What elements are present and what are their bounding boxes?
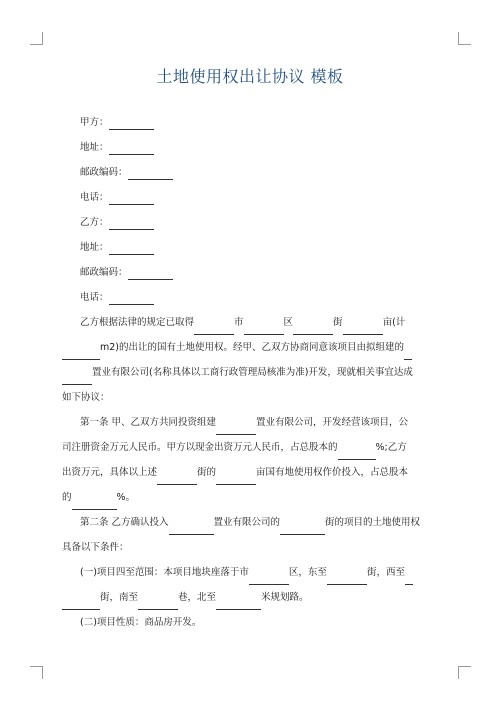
- text: 乙方根据法律的规定已取得: [80, 317, 195, 328]
- text: 的: [62, 492, 72, 503]
- fill-blank[interactable]: [216, 423, 256, 435]
- fill-blank[interactable]: [169, 523, 214, 535]
- paragraph-article-2: [62, 510, 442, 560]
- crop-mark-bottom-left: [30, 666, 43, 679]
- fill-blank[interactable]: [62, 373, 92, 385]
- field-label: 电话：: [80, 292, 109, 303]
- field-label: 邮政编码：: [80, 167, 128, 178]
- field-address-b: [80, 241, 154, 255]
- fill-blank[interactable]: [280, 523, 325, 535]
- fill-blank[interactable]: [128, 268, 173, 280]
- paragraph-item-2: [62, 610, 442, 635]
- text: 米规划路。: [261, 592, 309, 603]
- crop-mark-bottom-right: [458, 666, 471, 679]
- fill-blank[interactable]: [109, 143, 154, 155]
- text: 置业有限公司(名称具体以工商行政管理局核准为准)开发，现就相关事宜达成: [92, 367, 413, 378]
- text: 具备以下条件：: [62, 542, 129, 553]
- paragraph-article-1: [62, 410, 442, 510]
- fill-blank[interactable]: [109, 243, 154, 255]
- text: 街，南至: [100, 592, 139, 603]
- text: 区，东至: [288, 567, 327, 578]
- field-party-a: [80, 116, 154, 130]
- text: %。: [116, 492, 136, 503]
- text: 出资万元，具体以上述: [62, 467, 158, 478]
- fill-blank[interactable]: [109, 118, 154, 130]
- fill-blank[interactable]: [343, 323, 383, 335]
- text: 街: [333, 317, 343, 328]
- field-postcode-a: [80, 166, 173, 180]
- document-title: 土地使用权出让协议 模板: [156, 67, 344, 86]
- fill-blank[interactable]: [157, 473, 197, 485]
- text: (二)项目性质：商品房开发。: [80, 617, 202, 628]
- fill-blank[interactable]: [62, 598, 100, 610]
- text: 亩国有地使用权作价投入，占总股本: [256, 467, 409, 478]
- text: 区: [283, 317, 294, 328]
- field-postcode-b: [80, 266, 173, 280]
- fill-blank[interactable]: [244, 323, 284, 335]
- fill-blank[interactable]: [405, 573, 413, 585]
- paragraph-preamble: [62, 310, 442, 410]
- fill-blank[interactable]: [249, 573, 289, 585]
- fill-blank[interactable]: [109, 193, 154, 205]
- field-label: 电话：: [80, 192, 109, 203]
- field-label: 地址：: [80, 142, 109, 153]
- text: 街的: [197, 467, 217, 478]
- crop-mark-top-left: [30, 32, 43, 45]
- fill-blank[interactable]: [216, 473, 256, 485]
- fill-blank[interactable]: [109, 293, 154, 305]
- text: %;乙方: [375, 442, 407, 453]
- text: 如下协议：: [62, 392, 110, 403]
- fill-blank[interactable]: [194, 323, 234, 335]
- field-label: 乙方：: [80, 217, 109, 228]
- fill-blank[interactable]: [327, 573, 367, 585]
- paragraph-item-1: [62, 560, 442, 610]
- field-phone-b: [80, 291, 154, 305]
- fill-blank[interactable]: [62, 348, 100, 360]
- text: 巷，北至: [178, 592, 217, 603]
- text: 亩(计: [382, 317, 406, 328]
- text: 第二条 乙方确认投入: [80, 517, 169, 528]
- fill-blank[interactable]: [138, 598, 178, 610]
- text: 街的项目的土地使用权: [325, 517, 421, 528]
- field-address-a: [80, 141, 154, 155]
- field-label: 甲方：: [80, 117, 109, 128]
- text: 置业有限公司，开发经营该项目，公: [256, 417, 409, 428]
- fill-blank[interactable]: [216, 598, 261, 610]
- text: m2)的出让的国有土地使用权。经甲、乙双方协商同意该项目由拟组建的: [100, 342, 405, 353]
- fill-blank[interactable]: [128, 168, 173, 180]
- field-phone-a: [80, 191, 154, 205]
- text: 置业有限公司的: [213, 517, 281, 528]
- text: 司注册资金万元人民币。甲方以现金出资万元人民币，占总股本的: [62, 442, 338, 453]
- field-label: 地址：: [80, 242, 109, 253]
- fill-blank[interactable]: [109, 218, 154, 230]
- fill-blank[interactable]: [404, 348, 412, 360]
- fill-blank[interactable]: [72, 498, 117, 510]
- text: 街，西至: [366, 567, 405, 578]
- text: 第一条 甲、乙双方共同投资组建: [80, 417, 217, 428]
- fill-blank[interactable]: [338, 448, 376, 460]
- text: 市: [234, 317, 244, 328]
- field-party-b: [80, 216, 154, 230]
- crop-mark-top-right: [458, 32, 471, 45]
- text: (一)项目四至范围：本项目地块座落于市: [80, 567, 249, 578]
- fill-blank[interactable]: [293, 323, 333, 335]
- field-label: 邮政编码：: [80, 267, 128, 278]
